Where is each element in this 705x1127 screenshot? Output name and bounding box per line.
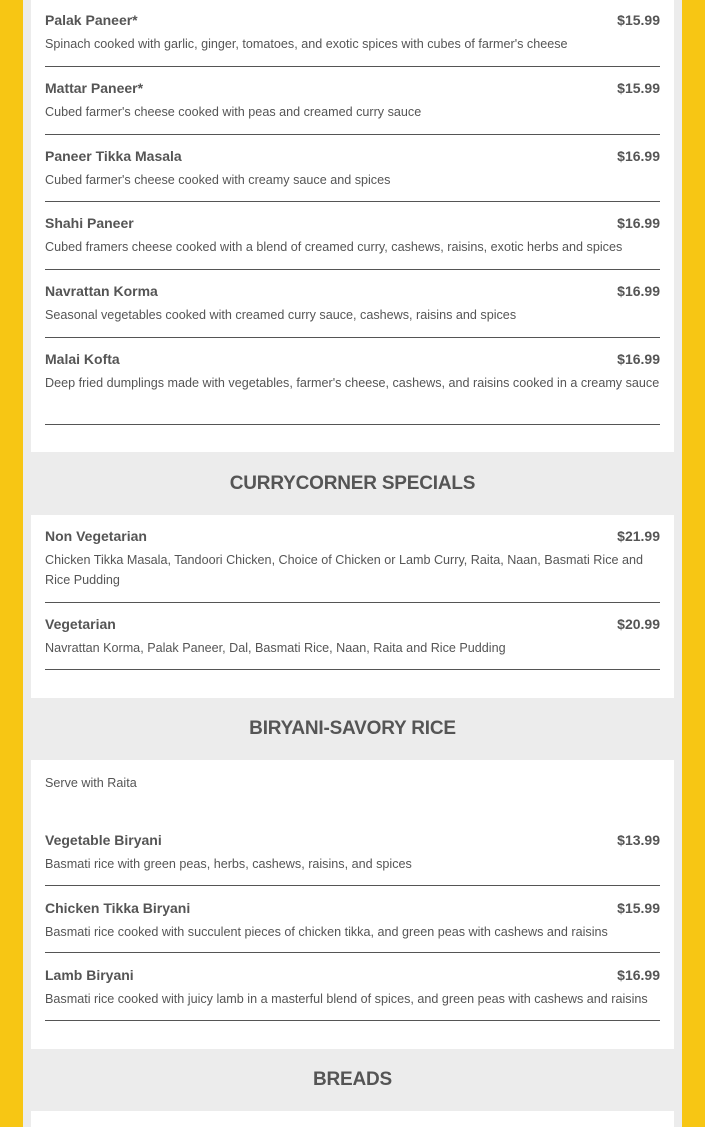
item-description: Basmati rice cooked with juicy lamb in a masterful blend of spices, and green peas with cashews and raisins <box>45 992 648 1006</box>
item-description: Basmati rice cooked with succulent pieces of chicken tikka, and green peas with cashews and raisins <box>45 925 608 939</box>
item-name: Lamb Biryani <box>45 967 134 983</box>
item-description: Cubed framers cheese cooked with a blend of creamed curry, cashews, raisins, exotic herbs and spices <box>45 240 623 254</box>
item-divider <box>45 424 660 425</box>
section-note: Serve with Raita <box>45 776 137 790</box>
left-accent-stripe <box>0 0 23 1127</box>
menu-item <box>45 215 660 258</box>
right-accent-stripe <box>682 0 705 1127</box>
item-name: Navrattan Korma <box>45 283 158 299</box>
menu-item <box>45 283 660 326</box>
item-name: Paneer Tikka Masala <box>45 148 182 164</box>
menu-item <box>45 80 660 123</box>
menu-card-biryani <box>31 760 674 1049</box>
item-description: Cubed farmer's cheese cooked with creamy sauce and spices <box>45 173 391 187</box>
item-name: Mattar Paneer* <box>45 80 144 96</box>
item-divider <box>45 952 660 953</box>
item-name: Malai Kofta <box>45 351 120 367</box>
item-name: Palak Paneer* <box>45 12 138 28</box>
menu-item <box>45 616 660 659</box>
menu-item <box>45 12 660 55</box>
item-divider <box>45 669 660 670</box>
item-description: Chicken Tikka Masala, Tandoori Chicken, Choice of Chicken or Lamb Curry, Raita, Naan, Basmati Rice and Rice Pudding <box>45 553 644 587</box>
item-price: $15.99 <box>617 80 660 96</box>
item-divider <box>45 66 660 67</box>
item-price: $16.99 <box>617 215 660 231</box>
item-description: Deep fried dumplings made with vegetables, farmer's cheese, cashews, and raisins cooked in a creamy sauce <box>45 376 660 390</box>
item-price: $15.99 <box>617 12 660 28</box>
item-description: Seasonal vegetables cooked with creamed curry sauce, cashews, raisins and spices <box>45 308 517 322</box>
menu-item <box>45 832 660 875</box>
item-description: Cubed farmer's cheese cooked with peas and creamed curry sauce <box>45 105 422 119</box>
menu-item <box>45 528 660 590</box>
item-price: $16.99 <box>617 967 660 983</box>
item-description: Navrattan Korma, Palak Paneer, Dal, Basmati Rice, Naan, Raita and Rice Pudding <box>45 641 506 655</box>
item-price: $20.99 <box>617 616 660 632</box>
item-price: $21.99 <box>617 528 660 544</box>
item-price: $16.99 <box>617 283 660 299</box>
menu-card-vegetarian-entrees <box>31 0 674 452</box>
menu-card-breads <box>31 1111 674 1127</box>
item-divider <box>45 134 660 135</box>
menu-item <box>45 148 660 191</box>
item-divider <box>45 269 660 270</box>
item-divider <box>45 885 660 886</box>
menu-item <box>45 351 660 394</box>
menu-card-specials <box>31 515 674 698</box>
menu-item <box>45 900 660 943</box>
section-title-biryani: BIRYANI-SAVORY RICE <box>249 718 456 739</box>
item-name: Vegetarian <box>45 616 116 632</box>
item-description: Spinach cooked with garlic, ginger, tomatoes, and exotic spices with cubes of farmer's cheese <box>45 37 568 51</box>
item-name: Chicken Tikka Biryani <box>45 900 191 916</box>
menu-page <box>23 0 682 1127</box>
item-price: $16.99 <box>617 148 660 164</box>
item-description: Basmati rice with green peas, herbs, cashews, raisins, and spices <box>45 857 412 871</box>
section-title-breads: BREADS <box>312 1069 393 1090</box>
section-title-specials: CURRYCORNER SPECIALS <box>229 473 476 494</box>
item-name: Non Vegetarian <box>45 528 147 544</box>
item-divider <box>45 201 660 202</box>
item-price: $13.99 <box>617 832 660 848</box>
item-divider <box>45 1020 660 1021</box>
menu-item <box>45 967 660 1010</box>
item-name: Shahi Paneer <box>45 215 134 231</box>
item-divider <box>45 602 660 603</box>
item-divider <box>45 337 660 338</box>
item-price: $16.99 <box>617 351 660 367</box>
item-price: $15.99 <box>617 900 660 916</box>
item-name: Vegetable Biryani <box>45 832 162 848</box>
